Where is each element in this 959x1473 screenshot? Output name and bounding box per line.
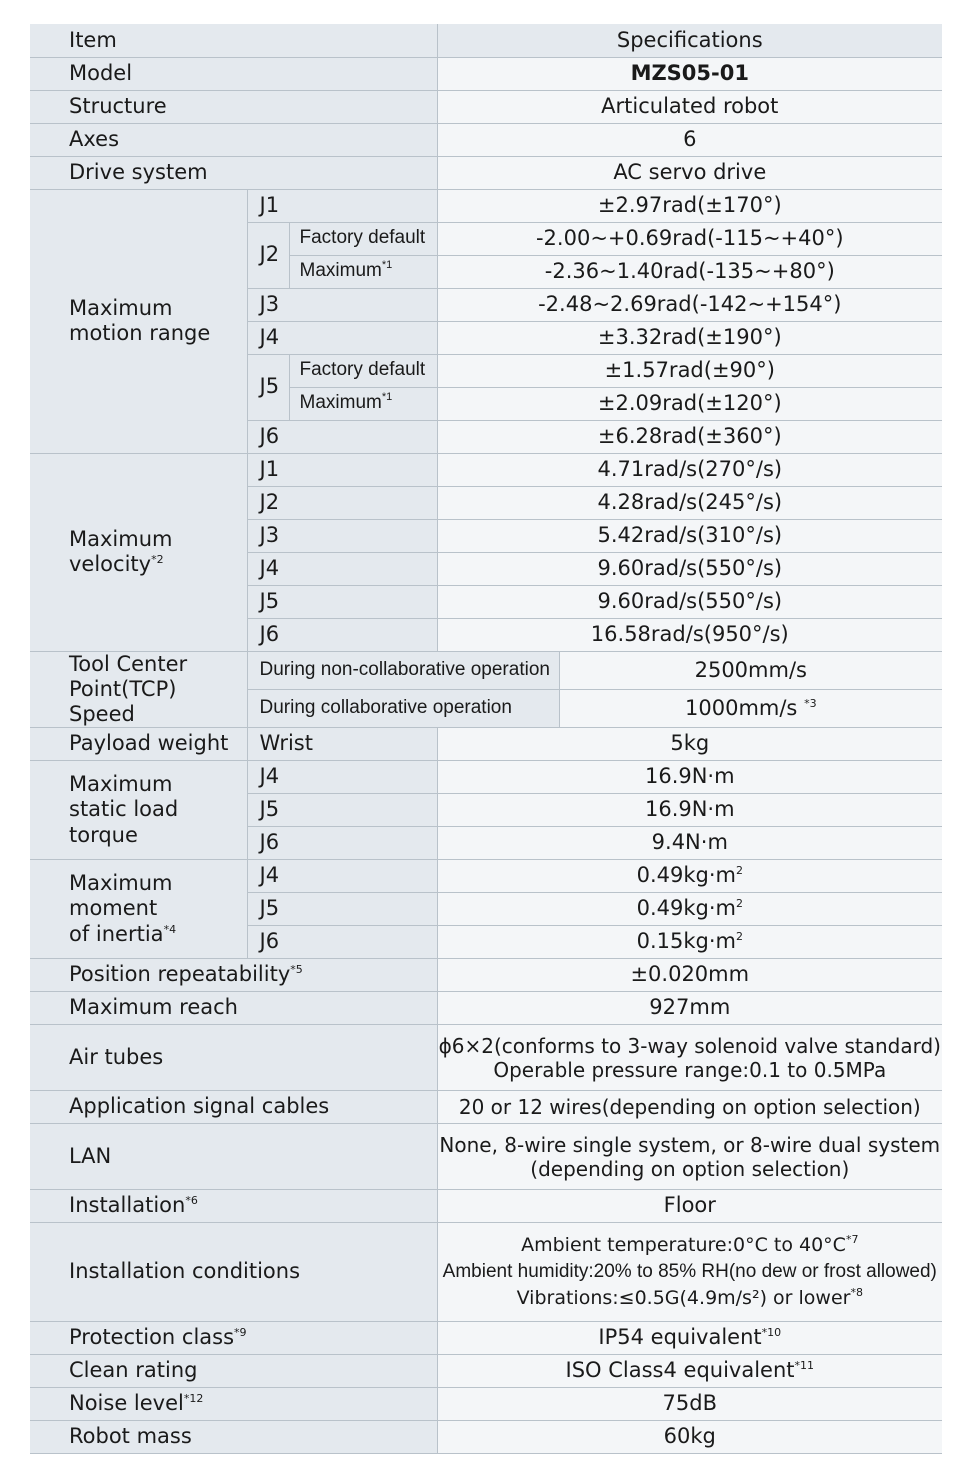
velocity-axis: J3 [247, 519, 437, 552]
motion-j3-axis: J3 [247, 288, 437, 321]
velocity-label-line2: velocity$^{*2}$ [69, 552, 164, 576]
tcp-speed-label-line1: Tool Center [69, 651, 188, 676]
lan-value [437, 1124, 942, 1190]
motion-j6-axis: J6 [247, 420, 437, 453]
motion-j2-maximum-value: -2.36~1.40rad(-135~+80°) [437, 255, 942, 288]
signal-cables-label: Application signal cables [30, 1091, 437, 1124]
footnote-marker: *5 [290, 963, 303, 977]
table-row [30, 1223, 942, 1322]
velocity-value: 5.42rad/s(310°/s) [437, 519, 942, 552]
payload-sub: Wrist [247, 728, 437, 761]
table-row [30, 1025, 942, 1091]
inertia-value: $0.49kg\cdot m^2$ [437, 893, 942, 926]
lan-label: LAN [30, 1124, 437, 1190]
motion-range-label-line1: Maximum [69, 295, 173, 320]
clean-label: Clean rating [30, 1355, 437, 1388]
lan-line1: None, 8-wire single system, or 8-wire dual system [439, 1132, 941, 1157]
footnote-marker: *6 [185, 1194, 198, 1208]
specifications-table [30, 24, 942, 1454]
velocity-axis: J5 [247, 585, 437, 618]
velocity-label [30, 453, 247, 651]
velocity-value: 9.60rad/s(550°/s) [437, 585, 942, 618]
static-torque-value: 16.9N·m [437, 761, 942, 794]
conditions-label: Installation conditions [30, 1223, 437, 1322]
motion-j5-maximum-label: Maximum$^{*1}$ [289, 387, 437, 420]
footnote-marker: *9 [234, 1326, 247, 1340]
mass-label: Robot mass [30, 1421, 437, 1454]
table-row [30, 156, 942, 189]
header-specifications: Specifications [437, 24, 942, 57]
table-row [30, 1421, 942, 1454]
inertia-axis: J5 [247, 893, 437, 926]
inertia-axis: J6 [247, 926, 437, 959]
unit-exponent: 2 [735, 864, 743, 878]
velocity-axis: J1 [247, 453, 437, 486]
footnote-marker: *3 [804, 696, 817, 710]
static-torque-label-line1: Maximum [69, 772, 173, 797]
motion-j4-value: ±3.32rad(±190°) [437, 321, 942, 354]
installation-value: Floor [437, 1190, 942, 1223]
inertia-label [30, 860, 247, 959]
table-row [30, 651, 942, 689]
axes-label: Axes [30, 123, 437, 156]
air-tubes-value [437, 1025, 942, 1091]
footnote-marker: *2 [151, 553, 164, 566]
conditions-line3: Vibrations:≤0.5G(4.9m/s²) or lower$^{*8}$ [516, 1286, 863, 1310]
motion-j2-maximum-label: Maximum$^{*1}$ [289, 255, 437, 288]
drive-system-value: AC servo drive [437, 156, 942, 189]
footnote-marker: *8 [850, 1286, 863, 1300]
header-item: Item [30, 24, 437, 57]
axes-value: 6 [437, 123, 942, 156]
unit-exponent: 2 [735, 897, 743, 911]
model-label: Model [30, 57, 437, 90]
tcp-collab-value: 1000mm/s $^{*3}$ [559, 689, 942, 727]
air-tubes-line2: Operable pressure range:0.1 to 0.5MPa [493, 1057, 887, 1082]
table-row [30, 761, 942, 794]
velocity-value: 9.60rad/s(550°/s) [437, 552, 942, 585]
motion-j6-value: ±6.28rad(±360°) [437, 420, 942, 453]
conditions-value [437, 1223, 942, 1322]
inertia-axis: J4 [247, 860, 437, 893]
motion-j5-default-value: ±1.57rad(±90°) [437, 354, 942, 387]
structure-value: Articulated robot [437, 90, 942, 123]
lan-line2: (depending on option selection) [530, 1156, 850, 1181]
table-row [30, 57, 942, 90]
protection-label: Protection class$^{*9}$ [30, 1322, 437, 1355]
inertia-label-line2: moment [69, 896, 158, 921]
velocity-axis: J6 [247, 618, 437, 651]
table-row [30, 123, 942, 156]
motion-j3-value: -2.48~2.69rad(-142~+154°) [437, 288, 942, 321]
table-row [30, 860, 942, 893]
footnote-marker: *4 [163, 922, 177, 936]
table-row [30, 90, 942, 123]
footnote-marker: *1 [381, 391, 393, 404]
table-row [30, 1091, 942, 1124]
tcp-non-collab-value: 2500mm/s [559, 651, 942, 689]
motion-j1-axis: J1 [247, 189, 437, 222]
table-row [30, 453, 942, 486]
air-tubes-label: Air tubes [30, 1025, 437, 1091]
table-row [30, 992, 942, 1025]
motion-j5-axis: J5 [247, 354, 289, 420]
table-header-row [30, 24, 942, 57]
footnote-marker: *7 [845, 1233, 859, 1247]
static-torque-label-line3: torque [69, 822, 138, 847]
footnote-marker: *11 [794, 1359, 815, 1373]
table-row [30, 1124, 942, 1190]
structure-label: Structure [30, 90, 437, 123]
static-torque-label [30, 761, 247, 860]
installation-label: Installation$^{*6}$ [30, 1190, 437, 1223]
payload-value: 5kg [437, 728, 942, 761]
motion-j2-axis: J2 [247, 222, 289, 288]
velocity-value: 16.58rad/s(950°/s) [437, 618, 942, 651]
table-row [30, 1322, 942, 1355]
table-row [30, 1355, 942, 1388]
motion-range-label-line2: motion range [69, 321, 211, 345]
footnote-marker: *10 [761, 1326, 782, 1340]
static-torque-axis: J4 [247, 761, 437, 794]
tcp-non-collab-label: During non-collaborative operation [247, 651, 559, 689]
motion-j4-axis: J4 [247, 321, 437, 354]
motion-j2-default-label: Factory default [289, 222, 437, 255]
velocity-label-line1: Maximum [69, 526, 173, 551]
static-torque-axis: J6 [247, 827, 437, 860]
table-row [30, 1388, 942, 1421]
velocity-axis: J4 [247, 552, 437, 585]
table-row [30, 728, 942, 761]
drive-system-label: Drive system [30, 156, 437, 189]
payload-label: Payload weight [30, 728, 247, 761]
motion-j2-default-value: -2.00~+0.69rad(-115~+40°) [437, 222, 942, 255]
motion-j5-default-label: Factory default [289, 354, 437, 387]
conditions-line1: Ambient temperature:0°C to $40^\circ C^{*7}$ [521, 1233, 859, 1257]
inertia-label-line3: of inertia$^{*4}$ [69, 921, 177, 946]
inertia-value: $0.49kg\cdot m^2$ [437, 860, 942, 893]
table-row [30, 1190, 942, 1223]
repeatability-label: Position repeatability$^{*5}$ [30, 959, 437, 992]
reach-label: Maximum reach [30, 992, 437, 1025]
velocity-value: 4.28rad/s(245°/s) [437, 486, 942, 519]
static-torque-label-line2: static load [69, 797, 179, 822]
reach-value: 927mm [437, 992, 942, 1025]
signal-cables-value: 20 or 12 wires(depending on option selection) [437, 1091, 942, 1124]
static-torque-axis: J5 [247, 794, 437, 827]
inertia-label-line1: Maximum [69, 871, 173, 896]
static-torque-value: 9.4N·m [437, 827, 942, 860]
unit-exponent: 2 [735, 930, 743, 944]
repeatability-value: ±0.020mm [437, 959, 942, 992]
velocity-value: 4.71rad/s(270°/s) [437, 453, 942, 486]
protection-value: IP54 equivalent$^{*10}$ [437, 1322, 942, 1355]
noise-value: 75dB [437, 1388, 942, 1421]
tcp-collab-label: During collaborative operation [247, 689, 559, 727]
motion-j5-maximum-value: ±2.09rad(±120°) [437, 387, 942, 420]
inertia-value: $0.15kg\cdot m^2$ [437, 926, 942, 959]
motion-range-label [30, 189, 247, 453]
table-row [30, 959, 942, 992]
motion-j1-value: ±2.97rad(±170°) [437, 189, 942, 222]
clean-value: ISO Class4 equivalent$^{*11}$ [437, 1355, 942, 1388]
tcp-speed-label [30, 651, 247, 728]
mass-value: 60kg [437, 1421, 942, 1454]
static-torque-value: 16.9N·m [437, 794, 942, 827]
noise-label: Noise level$^{*12}$ [30, 1388, 437, 1421]
table-row [30, 189, 942, 222]
tcp-speed-label-line2: Point(TCP) Speed [69, 676, 177, 726]
footnote-marker: *1 [381, 259, 393, 272]
velocity-axis: J2 [247, 486, 437, 519]
model-value: MZS05-01 [437, 57, 942, 90]
conditions-line2: Ambient humidity:20% to 85% RH(no dew or frost allowed) [442, 1260, 937, 1282]
air-tubes-line1: ϕ6×2(conforms to 3-way solenoid valve standard) [438, 1033, 941, 1058]
footnote-marker: *12 [183, 1392, 204, 1406]
